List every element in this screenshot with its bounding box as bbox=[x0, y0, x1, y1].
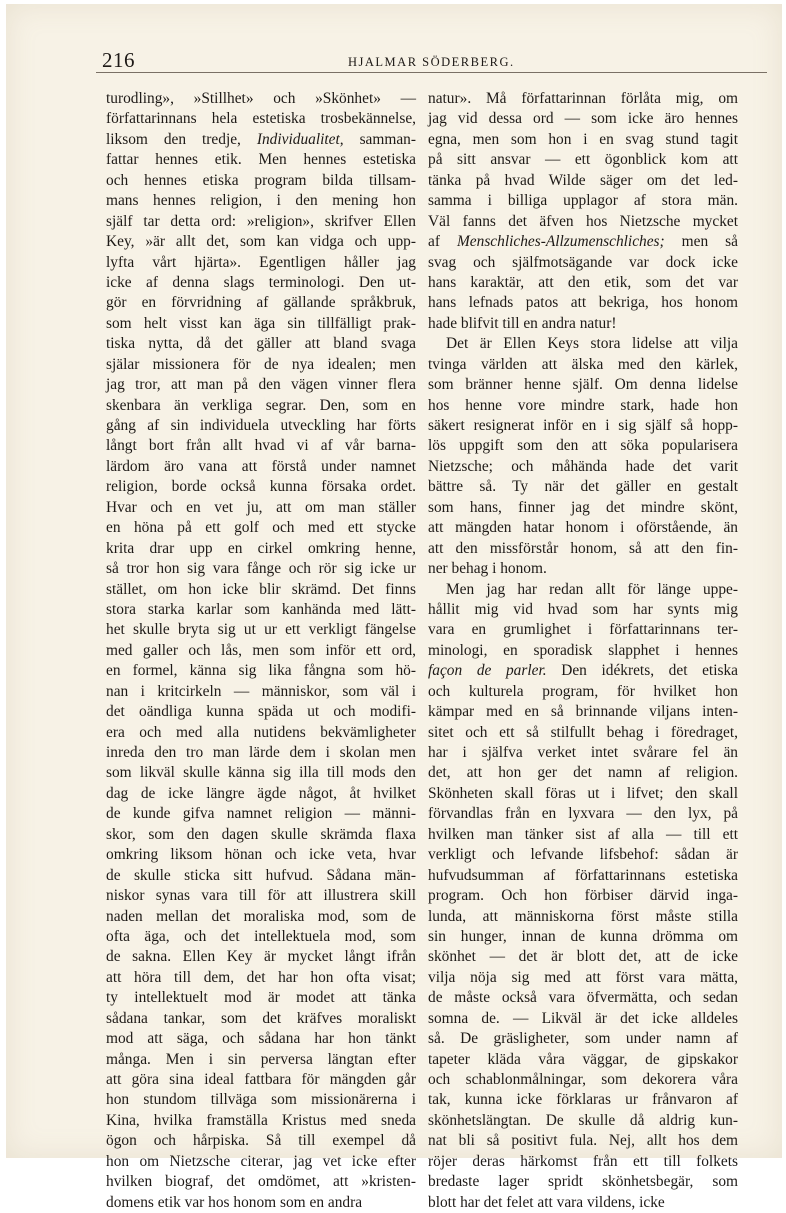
text-line: nan i kritcirkeln — människor, som väl i bbox=[106, 682, 416, 700]
text-line: Nietzsche; och måhända hade det varit bbox=[428, 457, 738, 475]
text-line: Kina, hvilka framställa Kristus med sneda bbox=[106, 1111, 416, 1129]
text-line: säkert resignerat inför en i sig själf så hopp- bbox=[428, 417, 738, 434]
text-line: en formel, känna sig lika fångna som hö- bbox=[106, 662, 416, 680]
text-line: och kulturela program, för hvilket hon bbox=[428, 682, 738, 700]
text-line: Key, »är allt det, som kan vidga och upp- bbox=[106, 233, 416, 251]
text-line: Väl fanns det äfven hos Nietzsche mycket bbox=[428, 212, 738, 230]
italic-text: Individualitet, bbox=[256, 130, 344, 148]
text-line: program. Och hon förbiser därvid inga- bbox=[428, 887, 738, 905]
text-line: hvilken man tänker sist af alla — till ett bbox=[428, 825, 738, 843]
text-line: samma i billiga upplagor af stora män. bbox=[428, 192, 738, 210]
text-line: kämpar med en så brinnande viljans inten- bbox=[428, 703, 738, 721]
text-line: natur». Må författarinnan förlåta mig, om bbox=[428, 90, 738, 107]
text-line: dag de icke längre ägde något, åt hvilket bbox=[106, 784, 416, 802]
text-line: turodling», »Stillhet» och »Skönhet» — bbox=[106, 90, 416, 107]
text-line: hvilken biograf, det omdömet, att »kristen- bbox=[106, 1173, 416, 1191]
text-line: fattar hennes etik. Men hennes estetiska bbox=[106, 151, 416, 169]
right-text-column bbox=[428, 89, 738, 1213]
text-line: och schablonmålningar, som dekorera våra bbox=[428, 1071, 738, 1088]
text-line: nat bli så positivt fula. Nej, allt hos dem bbox=[428, 1132, 738, 1150]
text-line: af Menschliches-Allzumenschliches; men så bbox=[428, 233, 739, 251]
text-line: de kunde gifva namnet religion — männi- bbox=[106, 805, 416, 823]
text-line: omkring liksom hönan och icke veta, hvar bbox=[106, 846, 416, 864]
left-text-column bbox=[106, 89, 416, 1213]
text-line: de sakna. Ellen Key är mycket långt ifrån bbox=[106, 948, 416, 966]
text-line: stora starka karlar som kanhända med lätt- bbox=[106, 600, 416, 618]
text-line: tänka på hvad Wilde säger om det led- bbox=[428, 171, 738, 189]
header-rule bbox=[96, 72, 767, 73]
text-line: röjer deras härkomst från ett till folkets bbox=[428, 1152, 738, 1170]
text-line: skönhet — det är blott det, att de icke bbox=[428, 948, 738, 966]
text-line: och hennes etiska program bilda tillsam- bbox=[106, 171, 416, 189]
text-line: ner behag i honom. bbox=[428, 560, 547, 578]
text-line: på sitt ansvar — ett ögonblick kom att bbox=[428, 151, 738, 169]
text-line: hans lefnads patos att bekriga, hos honom bbox=[428, 294, 738, 312]
text-line: bättre så. Ty när det gäller en gestalt bbox=[428, 478, 738, 496]
text-line: domens etik var hos honom som en andra bbox=[106, 1193, 363, 1211]
text-line: Men jag har redan allt för länge uppe- bbox=[446, 580, 738, 598]
text-line: blott har det felet att vara vildens, icke bbox=[428, 1193, 665, 1211]
text-line: bredaste lager spridt skönhetsbegär, som bbox=[428, 1173, 738, 1191]
text-line: vara en grumlighet i författarinnans ter- bbox=[428, 621, 738, 639]
text-line: som hans, finner jag det mindre skönt, bbox=[428, 498, 738, 516]
text-line: religion, borde också kunna försaka ordet. bbox=[106, 478, 416, 496]
text-line: mod att säga, och sådana har hon tänkt bbox=[106, 1030, 416, 1048]
text-line: verkligt och lefvande lifsbehof: sådan är bbox=[428, 846, 738, 864]
text-line: skönhetslängtan. De skulle då aldrig kun- bbox=[428, 1111, 738, 1129]
text-line: stället, om hon icke blir skrämd. Det finns bbox=[106, 580, 416, 598]
text-line: hon om Nietzsche citerar, jag vet icke efter bbox=[106, 1152, 416, 1170]
text-line: sin hunger, innan de kunna drömma om bbox=[428, 927, 738, 945]
text-line: mans hennes religion, i den mening hon bbox=[106, 192, 416, 210]
text-line: skenbara än verkliga segrar. Den, som en bbox=[106, 396, 416, 414]
running-head: HJALMAR SÖDERBERG. bbox=[348, 55, 515, 69]
text-line: själf tar detta ord: »religion», skrifver Ellen bbox=[106, 212, 416, 230]
text-line: själar missionera för de nya idealen; men bbox=[106, 355, 416, 373]
text-line: skor, som den dagen skulle skrämda flaxa bbox=[106, 825, 416, 843]
text-line: som likväl skulle känna sig illa till mods den bbox=[106, 764, 416, 782]
text-line: façon de parler. Den idékrets, det etiska bbox=[428, 662, 738, 680]
text-line: icke af denna slags terminologi. Den ut- bbox=[106, 273, 416, 291]
text-line: lös uppgift som den att söka popularisera bbox=[428, 437, 738, 455]
text-line: det, att hon ger det namn af religion. bbox=[428, 764, 738, 782]
text-line: egna, men som hon i en svag stund tagit bbox=[428, 130, 738, 148]
text-line: lärdom äro vana att förstå under namnet bbox=[106, 457, 416, 475]
text-line: het skulle bryta sig ut ur ett verkligt fängelse bbox=[106, 621, 416, 639]
italic-text: Menschliches-Allzumenschliches; bbox=[456, 233, 665, 251]
italic-text: façon de parler. bbox=[428, 662, 547, 680]
text-line: att mängden hatar honom i oförstående, än bbox=[428, 519, 738, 537]
text-line: hans karaktär, att den etik, som det var bbox=[428, 273, 738, 291]
text-line: att höra till dem, det har hon ofta visat; bbox=[106, 968, 416, 986]
text-line: som helt visst kan äga sin tillfälligt prak- bbox=[106, 314, 416, 332]
text-line: Hvar och en vet ju, att om man ställer bbox=[106, 498, 416, 516]
text-line: gång af sin individuela utveckling har förts bbox=[106, 417, 416, 434]
text-line: sitet och ett så stilfullt behag i föredraget, bbox=[428, 723, 738, 741]
text-line: ögon och hårpiska. Så till exempel då bbox=[106, 1132, 416, 1150]
text-line: att den missförstår honom, så att den fin- bbox=[428, 539, 738, 557]
text-line: era och med alla nutidens bekvämligheter bbox=[106, 723, 416, 741]
text-line: hon stundom tillväga som missionärerna i bbox=[106, 1091, 416, 1109]
text-line: många. Men i sin perversa längtan efter bbox=[106, 1050, 416, 1068]
text-line: hade blifvit till en andra natur! bbox=[428, 314, 617, 332]
text-line: svag och själfmotsägande var dock icke bbox=[428, 253, 738, 271]
text-line: hållit mig vid hvad som har synts mig bbox=[428, 600, 738, 618]
text-line: sådana tankar, som det kräfves moraliskt bbox=[106, 1009, 416, 1027]
text-line: somna de. — Likväl är det icke alldeles bbox=[428, 1009, 738, 1027]
text-line: förvandlas från en lyxvara — den lyx, på bbox=[428, 805, 738, 823]
text-line: författarinnans hela estetiska trosbekännelse, bbox=[106, 110, 416, 128]
text-line: minologi, en sporadisk slapphet i hennes bbox=[428, 641, 738, 659]
text-line: inreda den tro man lärde dem i skolan men bbox=[106, 744, 416, 761]
text-line: krita drar upp en cirkel omkring henne, bbox=[106, 539, 416, 557]
text-line: att göra sina ideal fattbara för mängden går bbox=[106, 1071, 416, 1088]
text-line: en höna på ett golf och med ett stycke bbox=[106, 519, 416, 537]
text-line: det oändliga kunna späda ut och modifi- bbox=[106, 703, 416, 721]
text-line: de måste också vara öfvermätta, och sedan bbox=[428, 989, 738, 1007]
text-line: som bränner henne själf. Om denna lidelse bbox=[428, 376, 738, 394]
text-line: tvinga världen att älska med den kärlek, bbox=[428, 355, 738, 373]
text-line: tapeter kläda våra väggar, de gipskakor bbox=[428, 1050, 738, 1068]
text-line: med galler och lås, men som inför ett ord, bbox=[106, 641, 416, 659]
text-line: naden mellan det moraliska mod, som de bbox=[106, 907, 416, 925]
text-line: jag tror, att man på den vägen vinner flera bbox=[106, 376, 416, 394]
text-line: hufvudsumman af författarinnans estetiska bbox=[428, 866, 738, 884]
text-line: lunda, att människorna först måste stilla bbox=[428, 907, 738, 925]
text-line: Det är Ellen Keys stora lidelse att vilja bbox=[446, 335, 738, 353]
text-line: lyfta vårt hjärta». Egentligen håller jag bbox=[106, 253, 416, 271]
text-line: långt bort från allt hvad vi af vår barna- bbox=[106, 437, 416, 455]
text-line: ty intellektuelt mod är modet att tänka bbox=[106, 989, 416, 1007]
text-line: niskor synas vara till för att illustrera skill bbox=[106, 887, 416, 905]
page-number: 216 bbox=[102, 48, 135, 72]
text-line: tiska nytta, då det gäller att bland svaga bbox=[106, 335, 416, 353]
text-line: så. De gräsligheter, som under namn af bbox=[428, 1030, 738, 1048]
text-line: ofta äga, och det intellektuela mod, som bbox=[106, 927, 416, 945]
text-line: har i själfva verket intet svårare fel än bbox=[428, 744, 738, 761]
text-line: så tror hon sig vara fånge och rör sig icke ur bbox=[106, 560, 416, 578]
text-line: tak, kunna icke förklaras ur frånvaron af bbox=[428, 1091, 738, 1109]
text-line: Skönheten skall föras ut i lifvet; den skall bbox=[428, 784, 738, 802]
text-line: jag vid dessa ord — som icke äro hennes bbox=[428, 110, 738, 128]
text-line: de skulle sticka sitt hufvud. Sådana män- bbox=[106, 866, 416, 884]
text-line: vilja nöja sig med att först vara mätta, bbox=[428, 968, 738, 986]
text-line: gör en förvridning af gällande språkbruk, bbox=[106, 294, 416, 312]
text-line: liksom den tredje, Individualitet, samman- bbox=[106, 130, 416, 148]
text-line: hos henne vore mindre stark, hade hon bbox=[428, 396, 738, 414]
